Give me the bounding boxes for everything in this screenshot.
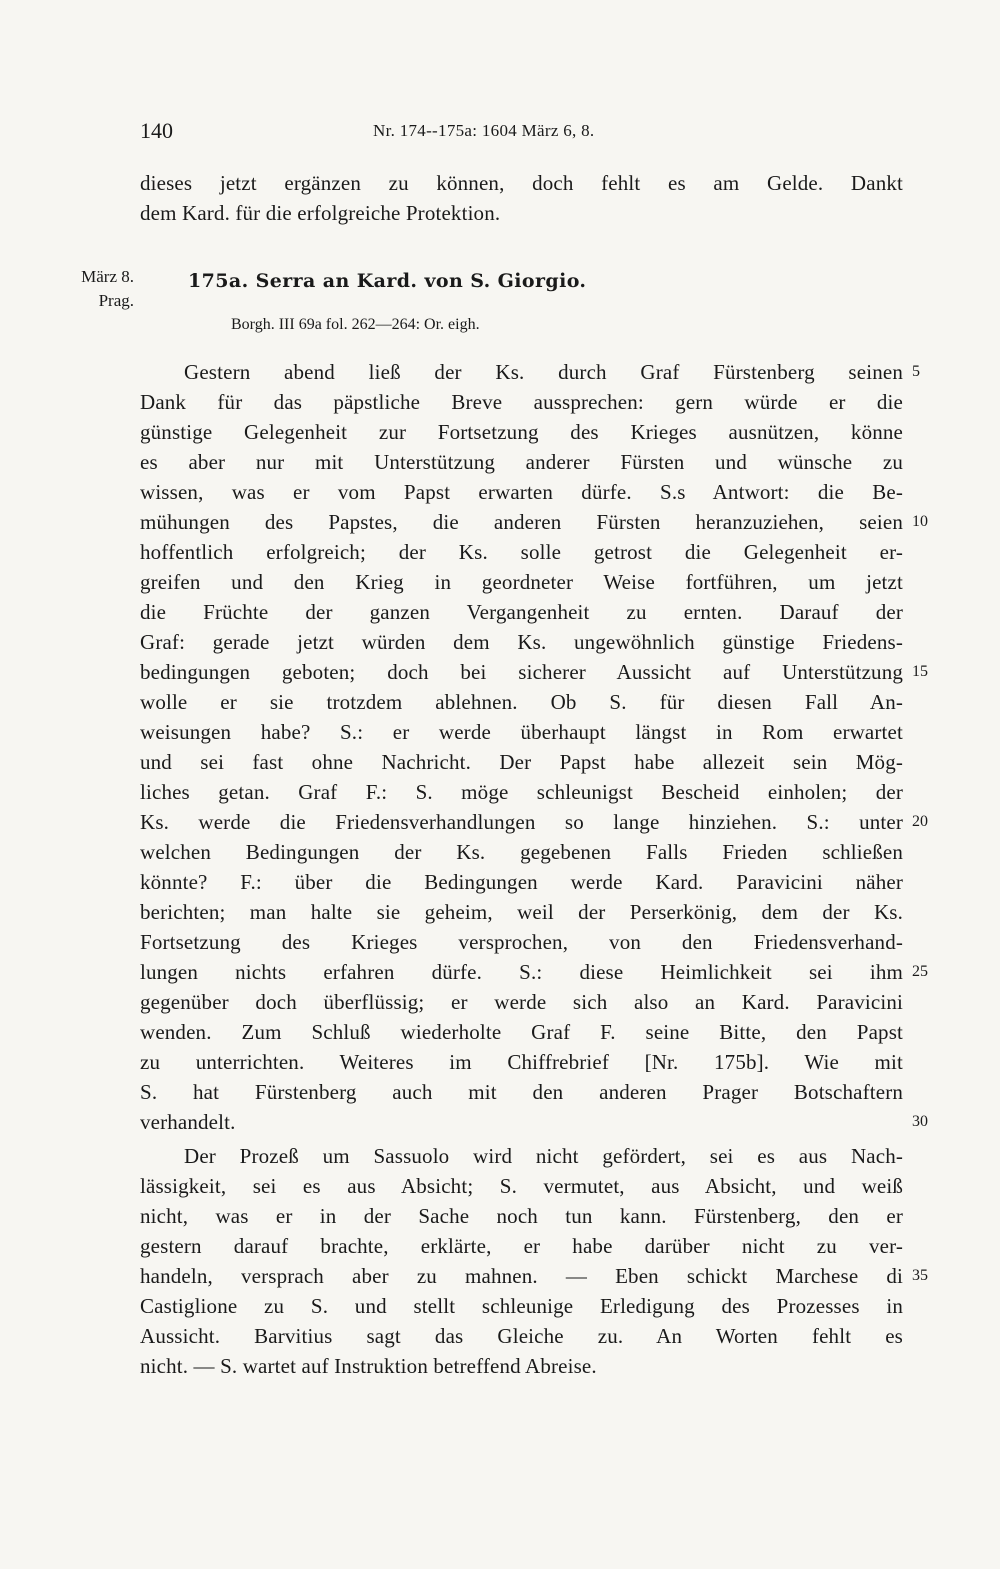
- text-line: berichten; man halte sie geheim, weil der Perserkönig, dem der Ks.: [140, 900, 903, 924]
- text-line: mühungen des Papstes, die anderen Fürsten heranzuziehen, seien: [140, 510, 903, 534]
- text-line: lässigkeit, sei es aus Absicht; S. vermutet, aus Absicht, und weiß: [140, 1174, 903, 1198]
- header-title: Nr. 174--175a: 1604 März 6, 8.: [373, 121, 595, 140]
- text-line: verhandelt.: [140, 1110, 236, 1134]
- text-line: welchen Bedingungen der Ks. gegebenen Falls Frieden schließen: [140, 840, 903, 864]
- text-line: wissen, was er vom Papst erwarten dürfe. S.s Antwort: die Be-: [140, 480, 903, 504]
- text-line: greifen und den Krieg in geordneter Weise fortführen, um jetzt: [140, 570, 903, 594]
- line-number: 10: [912, 513, 928, 530]
- text-line: Ks. werde die Friedensverhandlungen so lange hinziehen. S.: unter: [140, 810, 903, 834]
- text-line: hoffentlich erfolgreich; der Ks. solle getrost die Gelegenheit er-: [140, 540, 903, 564]
- text-line: günstige Gelegenheit zur Fortsetzung des Krieges ausnützen, könne: [140, 420, 903, 444]
- text-line: Castiglione zu S. und stellt schleunige Erledigung des Prozesses in: [140, 1294, 903, 1318]
- running-head: [140, 118, 900, 146]
- text-line: Gestern abend ließ der Ks. durch Graf Fürstenberg seinen: [184, 360, 903, 384]
- line-number: 5: [912, 363, 920, 380]
- text-line: handeln, versprach aber zu mahnen. — Eben schickt Marchese di: [140, 1264, 903, 1288]
- line-number: 30: [912, 1113, 928, 1130]
- text-line: gestern darauf brachte, erklärte, er habe darüber nicht zu ver-: [140, 1234, 903, 1258]
- line-number: 35: [912, 1267, 928, 1284]
- text-line: Aussicht. Barvitius sagt das Gleiche zu. An Worten fehlt es: [140, 1324, 903, 1348]
- line-number: 20: [912, 813, 928, 830]
- text-line: Fortsetzung des Krieges versprochen, von den Friedensverhand-: [140, 930, 903, 954]
- text-line: es aber nur mit Unterstützung anderer Fürsten und wünsche zu: [140, 450, 903, 474]
- line-number: 25: [912, 963, 928, 980]
- text-line: dieses jetzt ergänzen zu können, doch fehlt es am Gelde. Dankt: [140, 171, 903, 195]
- text-line: Graf: gerade jetzt würden dem Ks. ungewöhnlich günstige Friedens-: [140, 630, 903, 654]
- text-line: zu unterrichten. Weiteres im Chiffrebrief [Nr. 175b]. Wie mit: [140, 1050, 903, 1074]
- source-reference: Borgh. III 69a fol. 262—264: Or. eigh.: [231, 316, 480, 333]
- document-heading: 175a. Serra an Kard. von S. Giorgio.: [188, 270, 587, 292]
- text-line: die Früchte der ganzen Vergangenheit zu ernten. Darauf der: [140, 600, 903, 624]
- page-number: 140: [140, 118, 173, 143]
- text-line: lungen nichts erfahren dürfe. S.: diese Heimlichkeit sei ihm: [140, 960, 903, 984]
- text-line: und sei fast ohne Nachricht. Der Papst habe allezeit sein Mög-: [140, 750, 903, 774]
- text-line: nicht. — S. wartet auf Instruktion betreffend Abreise.: [140, 1354, 597, 1378]
- margin-date: März 8.: [81, 267, 134, 286]
- text-line: nicht, was er in der Sache noch tun kann. Fürstenberg, den er: [140, 1204, 903, 1228]
- text-line: S. hat Fürstenberg auch mit den anderen Prager Botschaftern: [140, 1080, 903, 1104]
- text-line: bedingungen geboten; doch bei sicherer Aussicht auf Unterstützung: [140, 660, 903, 684]
- text-line: liches getan. Graf F.: S. möge schleunigst Bescheid einholen; der: [140, 780, 903, 804]
- text-line: Der Prozeß um Sassuolo wird nicht gefördert, sei es aus Nach-: [184, 1144, 903, 1168]
- margin-place: Prag.: [98, 291, 134, 310]
- line-number: 15: [912, 663, 928, 680]
- text-line: weisungen habe? S.: er werde überhaupt längst in Rom erwartet: [140, 720, 903, 744]
- text-line: gegenüber doch überflüssig; er werde sich also an Kard. Paravicini: [140, 990, 903, 1014]
- text-line: Dank für das päpstliche Breve aussprechen: gern würde er die: [140, 390, 903, 414]
- text-line: wenden. Zum Schluß wiederholte Graf F. seine Bitte, den Papst: [140, 1020, 903, 1044]
- text-line: könnte? F.: über die Bedingungen werde Kard. Paravicini näher: [140, 870, 903, 894]
- text-line: dem Kard. für die erfolgreiche Protektion.: [140, 201, 501, 225]
- text-line: wolle er sie trotzdem ablehnen. Ob S. für diesen Fall An-: [140, 690, 903, 714]
